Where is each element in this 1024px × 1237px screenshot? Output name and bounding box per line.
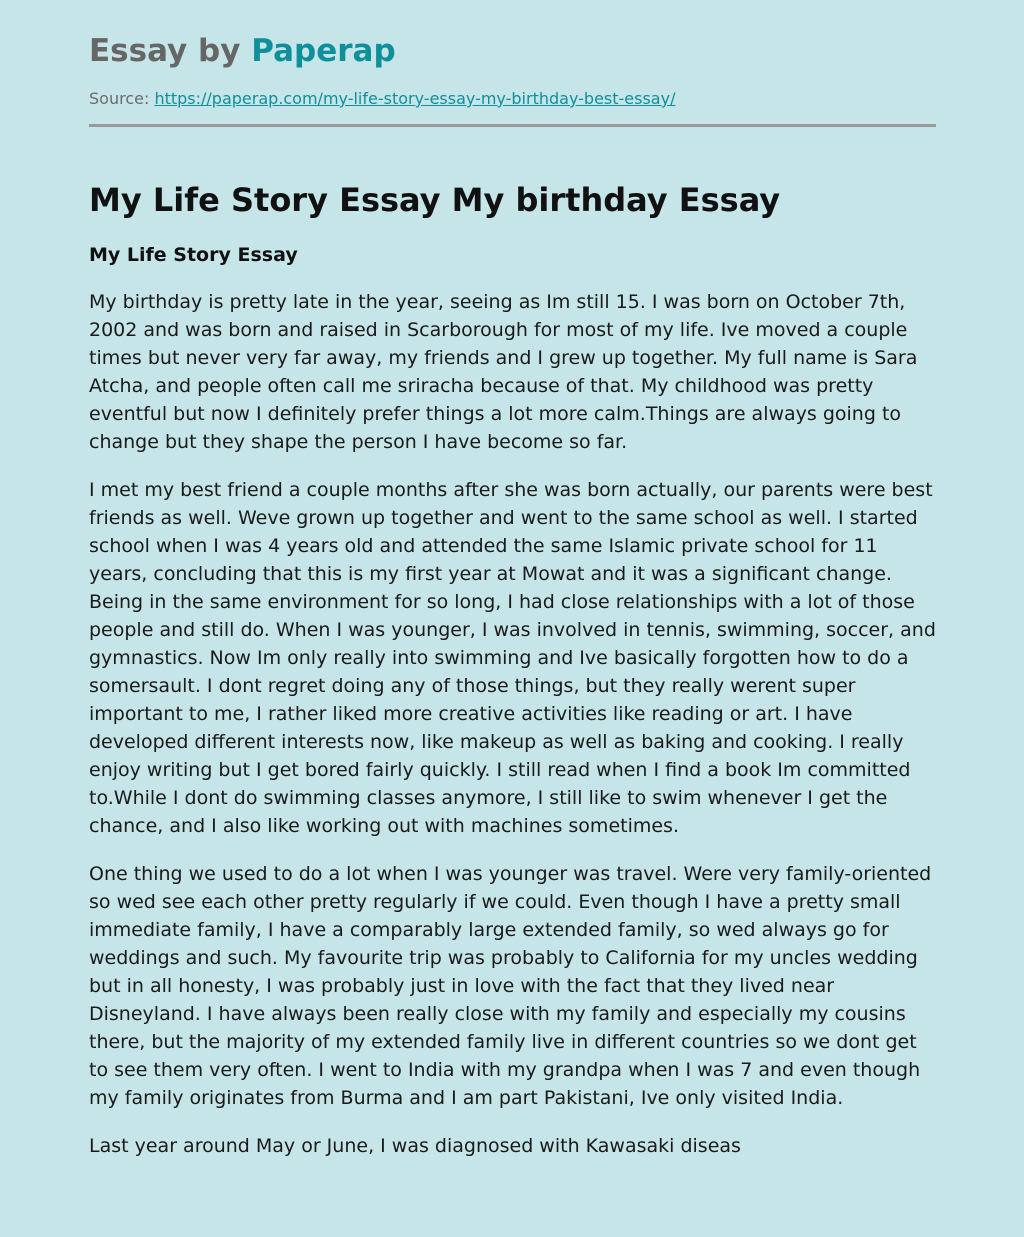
page-title: My Life Story Essay My birthday Essay [89,181,781,219]
source-link[interactable]: https://paperap.com/my-life-story-essay-my-birthday-best-essay/ [154,89,676,108]
essay-paragraph: I met my best friend a couple months after she was born actually, our parents were best friends as well. Weve grown up together and went to the same school as well. I started school when I was 4 years old and attended the same Islamic private school for 11 years, concluding that this is my first year at Mowat and it was a significant change. Being in the same environment for so long, I had close relationships with a lot of those people and still do. When I was younger, I was involved in tennis, swimming, soccer, and gymnastics. Now Im only really into swimming and Ive basically forgotten how to do a somersault. I dont regret doing any of those things, but they really werent super important to me, I rather liked more creative activities like reading or art. I have developed different interests now, like makeup as well as baking and cooking. I really enjoy writing but I get bored fairly quickly. I still read when I find a book Im committed to.While I dont do swimming classes anymore, I still like to swim whenever I get the chance, and I also like working out with machines sometimes. [89,479,936,837]
header-divider [89,124,936,127]
essay-subtitle: My Life Story Essay [89,244,298,266]
brand-prefix: Essay by [89,33,241,69]
essay-paragraph: One thing we used to do a lot when I was younger was travel. Were very family-oriented so wed see each other pretty regularly if we could. Even though I have a pretty small immediate family, I have a comparably large extended family, so wed always go for weddings and such. My favourite trip was probably to California for my uncles wedding but in all honesty, I was probably just in love with the fact that they lived near Disneyland. I have always been really close with my family and especially my cousins there, but the majority of my extended family live in different countries so we dont get to see them very often. I went to India with my grandpa when I was 7 and even though my family originates from Burma and I am part Pakistani, Ive only visited India. [89,863,932,1109]
essay-body [89,288,939,1180]
essay-paragraph: Last year around May or June, I was diagnosed with Kawasaki diseas [89,1135,741,1157]
source-label: Source: [89,89,150,108]
brand-name: Paperap [251,33,396,69]
essay-paragraph: My birthday is pretty late in the year, seeing as Im still 15. I was born on October 7th, 2002 and was born and raised in Scarborough for most of my life. Ive moved a couple times but never very far away, my friends and I grew up together. My full name is Sara Atcha, and people often call me sriracha because of that. My childhood was pretty eventful but now I definitely prefer things a lot more calm.Things are always going to change but they shape the person I have become so far. [89,291,918,453]
source-line [89,88,675,110]
site-brand[interactable] [89,31,396,71]
